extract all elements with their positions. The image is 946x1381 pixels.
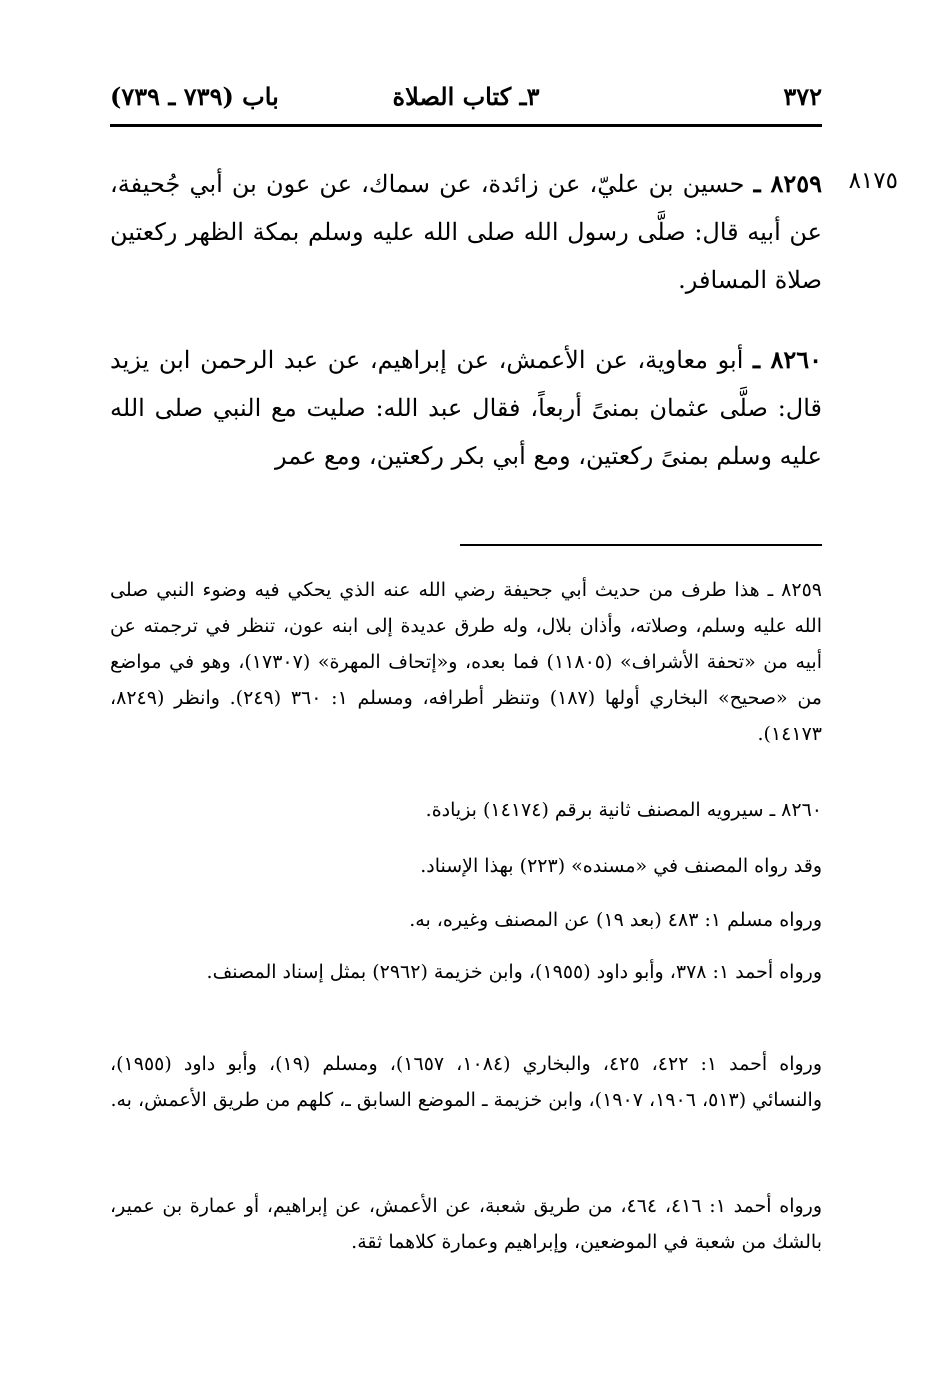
footnote bbox=[110, 1188, 822, 1260]
chapter-title: باب (٧٣٩ ـ ٧٣٩) bbox=[110, 82, 279, 111]
footnote bbox=[110, 954, 822, 990]
page-header bbox=[110, 82, 822, 118]
footnote-text: ورواه أحمد ١: ٤٢٢، ٤٢٥، والبخاري (١٠٨٤، ١٦٥٧)، ومسلم (١٩)، وأبو داود (١٩٥٥)، والنسائي (٥١٣، ١٩٠٦، ١٩٠٧)، وابن خزيمة ـ الموضع السابق ـ، كلهم من طريق الأعمش، به. bbox=[110, 1053, 823, 1111]
footnote bbox=[110, 572, 822, 752]
hadith-8260 bbox=[110, 336, 822, 480]
footnote-text: ورواه مسلم ١: ٤٨٣ (بعد ١٩) عن المصنف وغيره، به. bbox=[409, 909, 822, 931]
hadith-text: حسين بن عليّ، عن زائدة، عن سماك، عن عون بن أبي جُحيفة، عن أبيه قال: صلَّى رسول الله صلى الله عليه وسلم بمكة الظهر ركعتين صلاة المسافر. bbox=[110, 170, 822, 294]
footnote bbox=[110, 792, 822, 828]
footnote bbox=[110, 902, 822, 938]
footnote-divider bbox=[460, 544, 822, 546]
hadith-number: ٨٢٥٩ ـ bbox=[753, 169, 822, 198]
hadith-number: ٨٢٦٠ ـ bbox=[753, 345, 822, 374]
margin-reference-number: ٨١٧٥ bbox=[848, 168, 898, 194]
footnote bbox=[110, 1046, 822, 1118]
book-title: ٣ـ كتاب الصلاة bbox=[392, 82, 540, 111]
header-divider bbox=[110, 124, 822, 127]
footnote bbox=[110, 848, 822, 884]
footnote-text: ٨٢٦٠ ـ سيرويه المصنف ثانية برقم (١٤١٧٤) بزيادة. bbox=[425, 799, 822, 821]
footnote-text: وقد رواه المصنف في «مسنده» (٢٢٣) بهذا الإسناد. bbox=[420, 855, 822, 877]
hadith-text: أبو معاوية، عن الأعمش، عن إبراهيم، عن عبد الرحمن ابن يزيد قال: صلَّى عثمان بمنىً أربعاً، فقال عبد الله: صليت مع النبي صلى الله عليه وسلم بمنىً ركعتين، ومع أبي بكر ركعتين، ومع عمر bbox=[110, 346, 822, 470]
footnote-text: ورواه أحمد ١: ٣٧٨، وأبو داود (١٩٥٥)، وابن خزيمة (٢٩٦٢) بمثل إسناد المصنف. bbox=[206, 961, 822, 983]
footnote-text: ورواه أحمد ١: ٤١٦، ٤٦٤، من طريق شعبة، عن الأعمش، عن إبراهيم، أو عمارة بن عمير، بالشك من شعبة في الموضعين، وإبراهيم وعمارة كلاهما ثقة. bbox=[110, 1195, 823, 1253]
page-number: ٣٧٢ bbox=[783, 82, 822, 111]
footnote-text: ٨٢٥٩ ـ هذا طرف من حديث أبي جحيفة رضي الله عنه الذي يحكي فيه وضوء النبي صلى الله عليه وسلم، وصلاته، وأذان بلال، وله طرق عديدة إلى ابنه عون، تنظر في ترجمته عن أبيه من «تحفة الأشراف» (١١٨٠٥) فما بعده، و«إتحاف المهرة» (١٧٣٠٧)، وهو في مواضع من «صحيح» البخاري أولها (١٨٧) وتنظر أطرافه، ومسلم ١: ٣٦٠ (٢٤٩). وانظر (٨٢٤٩، ١٤١٧٣). bbox=[110, 579, 822, 745]
hadith-8259 bbox=[110, 160, 822, 304]
